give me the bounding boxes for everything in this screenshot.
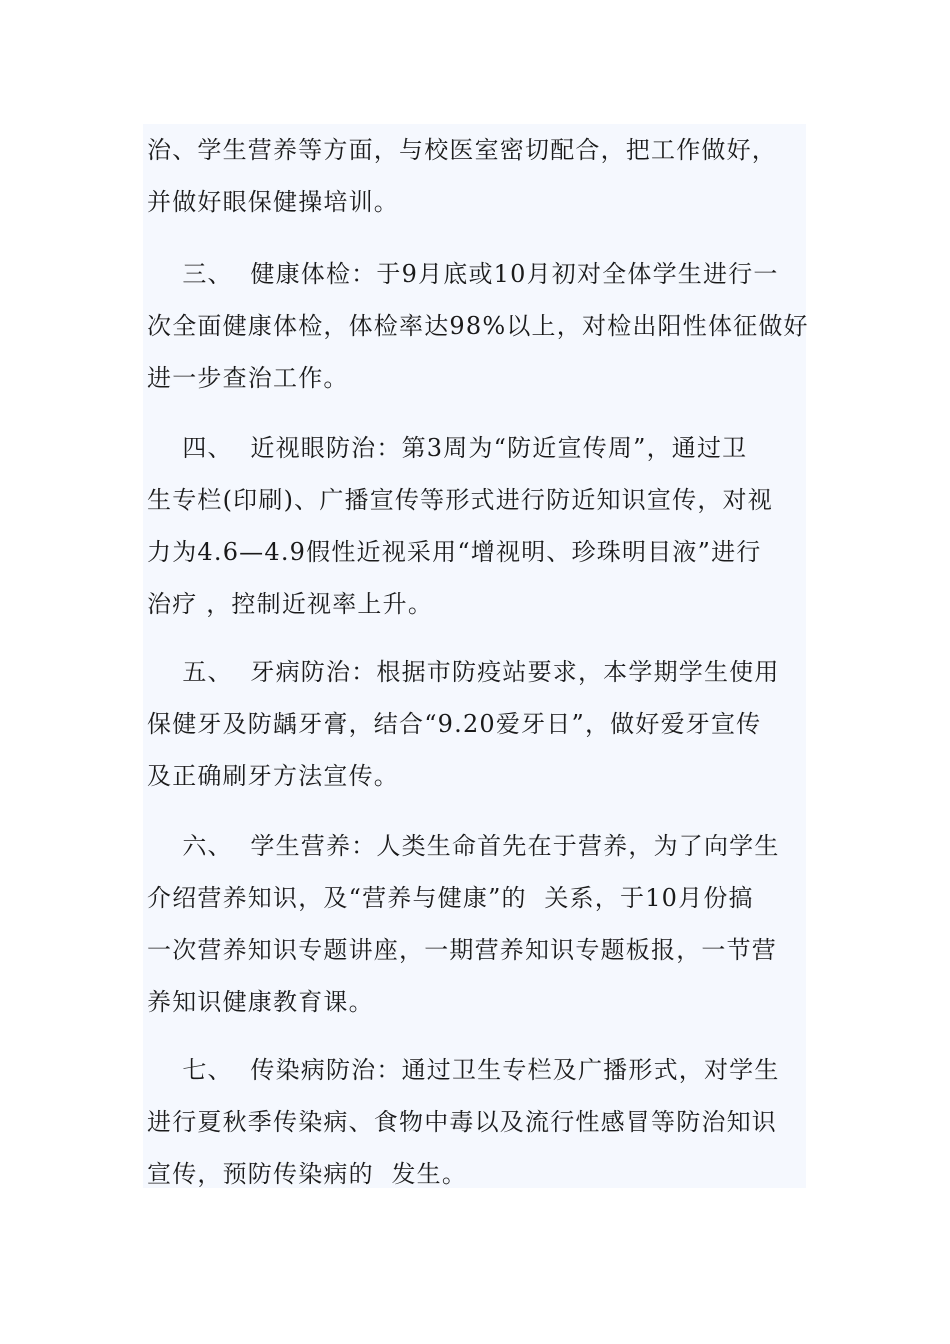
- text-line: 及正确刷牙方法宣传。: [147, 762, 399, 790]
- text-line: 进一步查治工作。: [147, 364, 349, 392]
- text-line: 四、 近视眼防治：第3周为“防近宣传周”，通过卫: [147, 434, 748, 462]
- text-line: 介绍营养知识，及“营养与健康”的 关系，于10月份搞: [147, 884, 754, 912]
- text-line: 三、 健康体检：于9月底或10月初对全体学生进行一: [147, 260, 779, 288]
- text-line: 七、 传染病防治：通过卫生专栏及广播形式，对学生: [147, 1056, 780, 1084]
- text-line: 六、 学生营养：人类生命首先在于营养，为了向学生: [147, 832, 780, 860]
- text-line: 次全面健康体检，体检率达98%以上，对检出阳性体征做好: [147, 312, 809, 340]
- text-line: 治疗 ，控制近视率上升。: [147, 590, 434, 618]
- text-line: 并做好眼保健操培训。: [147, 188, 399, 216]
- text-line: 一次营养知识专题讲座，一期营养知识专题板报，一节营: [147, 936, 777, 964]
- text-line: 五、 牙病防治：根据市防疫站要求，本学期学生使用: [147, 658, 780, 686]
- text-line: 治、学生营养等方面，与校医室密切配合，把工作做好，: [147, 136, 777, 164]
- text-line: 力为4.6—4.9假性近视采用“增视明、珍珠明目液”进行: [147, 538, 762, 566]
- text-line: 养知识健康教育课。: [147, 988, 374, 1016]
- text-line: 宣传，预防传染病的 发生。: [147, 1160, 468, 1188]
- text-line: 保健牙及防龋牙膏，结合“9.20爱牙日”，做好爱牙宣传: [147, 710, 762, 738]
- text-line: 进行夏秋季传染病、食物中毒以及流行性感冒等防治知识: [147, 1108, 777, 1136]
- document-text-panel: [143, 124, 809, 1188]
- text-line: 生专栏(印刷)、广播宣传等形式进行防近知识宣传，对视: [147, 486, 773, 514]
